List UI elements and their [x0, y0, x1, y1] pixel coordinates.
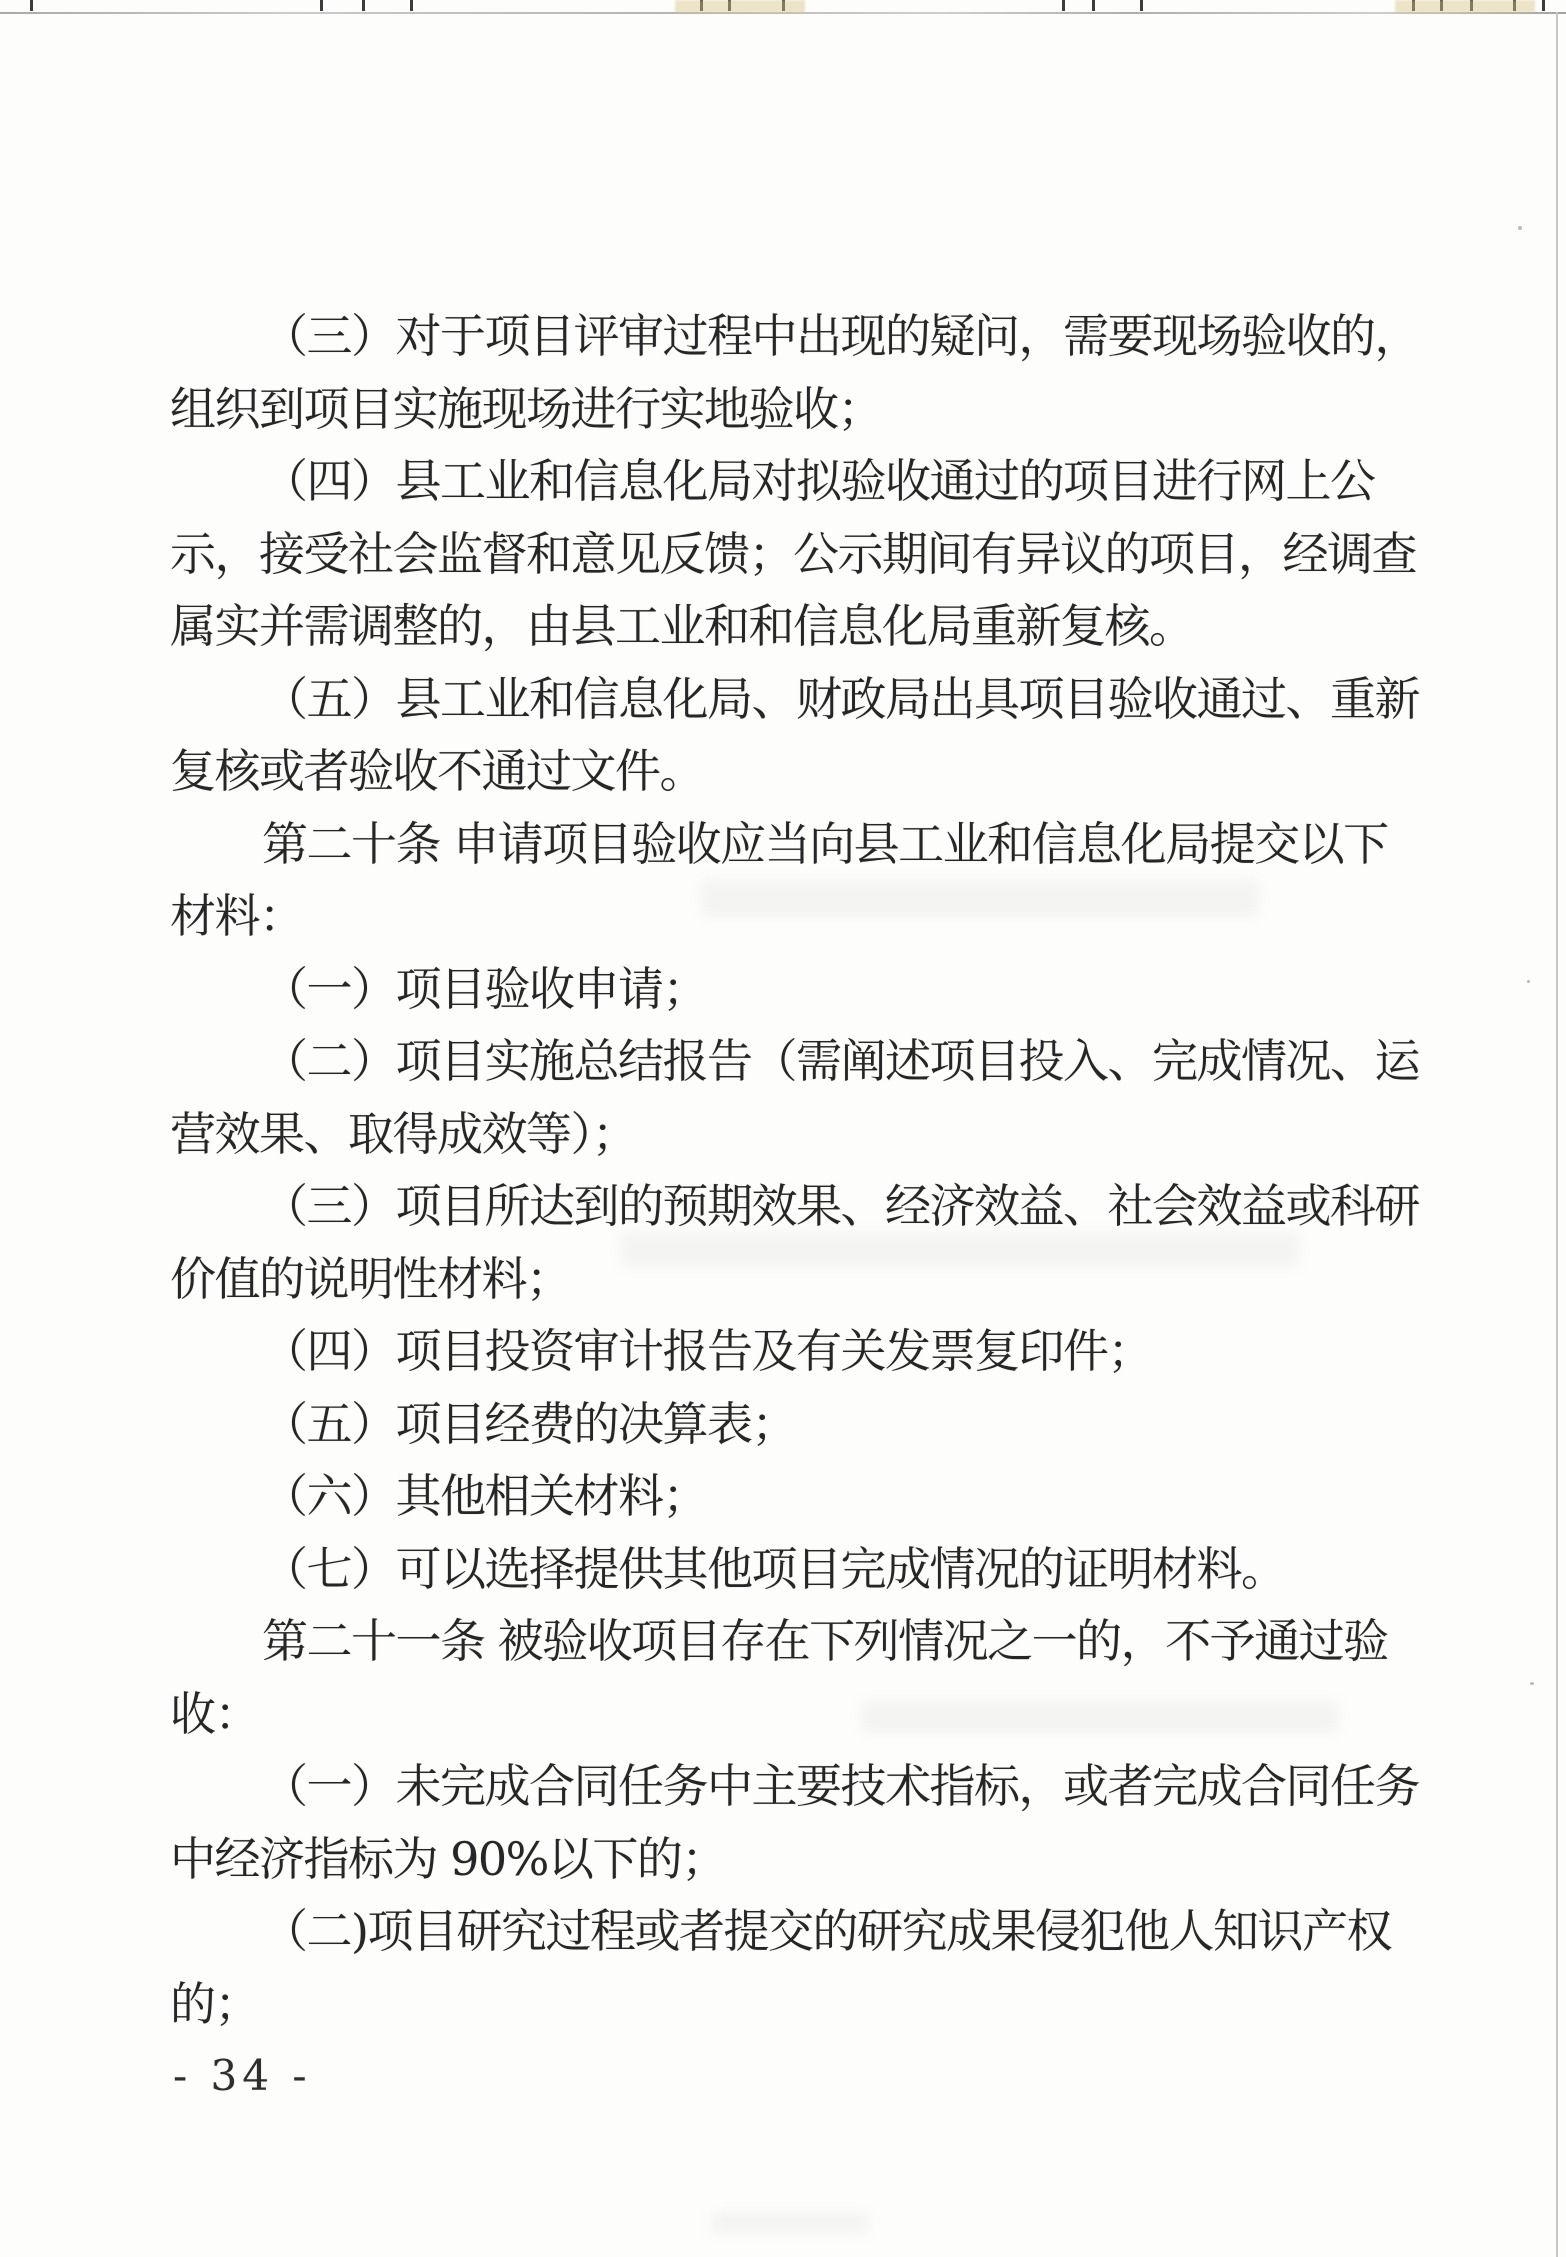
document-text-block — [170, 300, 1440, 2040]
text-line: 中经济指标为 90%以下的； — [170, 1831, 726, 1886]
scan-artifact-tick — [320, 0, 323, 11]
scan-artifact-tick — [362, 0, 365, 11]
scan-artifact-smudge — [675, 0, 805, 13]
text-line: （一）项目验收申请； — [262, 961, 707, 1016]
text-line: 第二十条 申请项目验收应当向县工业和信息化局提交以下 — [262, 816, 1388, 871]
page-number: - 34 - — [173, 2051, 312, 2100]
text-line: （四）县工业和信息化局对拟验收通过的项目进行网上公 — [262, 454, 1375, 508]
text-line: （三）对于项目评审过程中出现的疑问，需要现场验收的， — [262, 309, 1419, 363]
text-line: （六）其他相关材料； — [262, 1469, 707, 1523]
scan-artifact-speck — [1527, 980, 1530, 983]
text-line: （五）项目经费的决算表； — [262, 1396, 796, 1451]
text-line: （三）项目所达到的预期效果、经济效益、社会效益或科研 — [262, 1179, 1419, 1233]
scan-artifact-tick — [1542, 0, 1545, 11]
text-line: （七）可以选择提供其他项目完成情况的证明材料。 — [262, 1541, 1286, 1596]
text-line: （二）项目实施总结报告（需阐述项目投入、完成情况、运 — [262, 1034, 1419, 1088]
text-line: 的； — [170, 1976, 259, 2031]
scan-artifact-tick — [1062, 0, 1065, 11]
text-line: 示，接受社会监督和意见反馈；公示期间有异议的项目，经调查 — [170, 526, 1416, 581]
text-line: 第二十一条 被验收项目存在下列情况之一的，不予通过验 — [262, 1614, 1388, 1668]
scan-artifact-tick — [30, 0, 33, 11]
text-line: 复核或者验收不通过文件。 — [170, 744, 704, 798]
text-line: 属实并需调整的，由县工业和和信息化局重新复核。 — [170, 599, 1194, 653]
scan-artifact-tick — [1092, 0, 1095, 11]
text-line: （四）项目投资审计报告及有关发票复印件； — [262, 1324, 1152, 1378]
text-line: 材料： — [170, 889, 304, 943]
text-line: 营效果、取得成效等）； — [170, 1106, 637, 1161]
scan-artifact-speck — [1530, 1682, 1534, 1685]
scan-artifact-smudge — [1395, 0, 1535, 13]
scan-artifact-show-through — [710, 2212, 870, 2234]
text-line: （一）未完成合同任务中主要技术指标，或者完成合同任务 — [262, 1759, 1419, 1813]
scan-artifact-tick — [1140, 0, 1143, 11]
text-line: （二)项目研究过程或者提交的研究成果侵犯他人知识产权 — [262, 1904, 1391, 1958]
text-line: 组织到项目实施现场进行实地验收； — [170, 381, 882, 436]
text-line: 价值的说明性材料； — [170, 1251, 571, 1306]
text-line: 收： — [170, 1686, 259, 1741]
scan-artifact-tick — [410, 0, 413, 11]
text-line: （五）县工业和信息化局、财政局出具项目验收通过、重新 — [262, 671, 1419, 726]
scan-artifact-right-line — [1556, 12, 1558, 2257]
scan-artifact-speck — [1518, 226, 1522, 230]
